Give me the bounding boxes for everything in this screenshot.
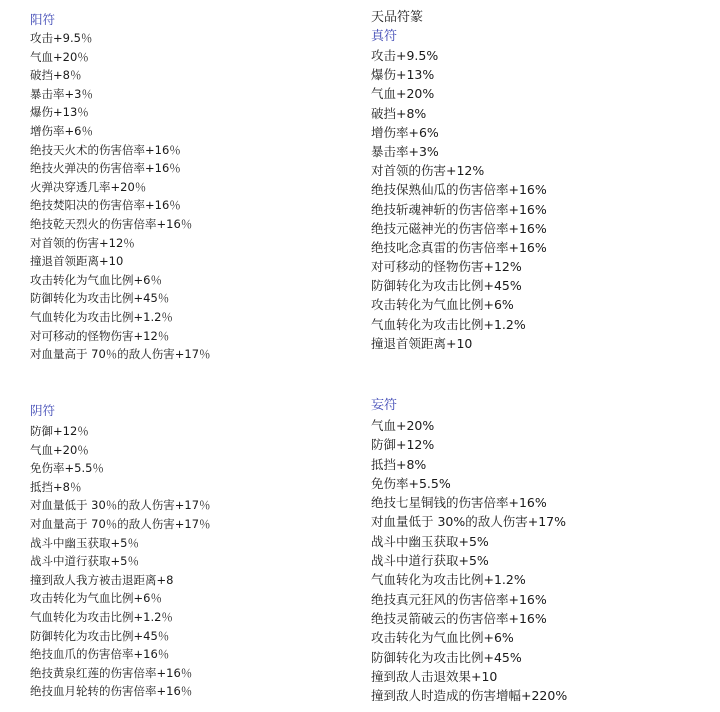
attribute-item: 战斗中幽玉获取+5％ [30,535,139,550]
yin-fu-title: 阴符 [30,403,56,418]
attribute-item: 绝技保熟仙瓜的伤害倍率+16% [371,182,547,198]
yin-fu-section [30,402,211,701]
attribute-item: 撞退首领距离+10 [371,335,473,351]
attribute-item: 绝技血月轮转的伤害倍率+16％ [30,684,193,699]
attribute-item: 战斗中道行获取+5% [371,553,489,569]
attribute-item: 防御转化为攻击比例+45％ [30,628,170,643]
wang-fu-title: 妄符 [371,398,398,413]
attribute-item: 防御转化为攻击比例+45％ [30,291,170,306]
attribute-item: 攻击转化为气血比例+6% [371,630,514,646]
attribute-item: 气血转化为攻击比例+1.2％ [30,309,173,324]
yang-fu-section [30,11,211,364]
yang-fu-list [30,29,211,364]
attribute-item: 气血转化为攻击比例+1.2% [371,572,526,588]
attribute-item: 增伤率+6％ [30,123,93,138]
attribute-item: 抵挡+8％ [30,479,82,494]
wang-fu-section [371,396,567,705]
attribute-item: 免伤率+5.5% [371,475,451,491]
attribute-item: 气血转化为攻击比例+1.2% [371,316,526,332]
attribute-item: 撞到敌人时造成的伤害增幅+220% [371,688,568,704]
attribute-item: 破挡+8% [371,105,427,121]
attribute-item: 撞到敌人我方被击退距离+8 [30,572,174,587]
attribute-item: 对可移动的怪物伤害+12％ [30,328,170,343]
attribute-item: 增伤率+6% [371,124,439,140]
attribute-item: 气血+20% [371,86,435,102]
attribute-item: 防御+12% [371,437,435,453]
wang-fu-list [371,416,567,705]
attribute-item: 防御转化为攻击比例+45% [371,649,522,665]
attribute-item: 抵挡+8% [371,456,427,472]
attribute-item: 绝技灵箭破云的伤害倍率+16% [371,610,547,626]
attribute-item: 气血转化为攻击比例+1.2％ [30,609,173,624]
attribute-item: 攻击转化为气血比例+6％ [30,591,162,606]
attribute-item: 防御转化为攻击比例+45% [371,278,522,294]
attribute-item: 气血+20％ [30,442,89,457]
attribute-item: 战斗中道行获取+5％ [30,554,139,569]
attribute-item: 暴击率+3％ [30,86,93,101]
attribute-item: 绝技火弹决的伤害倍率+16％ [30,161,181,176]
attribute-item: 绝技焚阳决的伤害倍率+16％ [30,198,181,213]
attribute-item: 撞到敌人击退效果+10 [371,668,498,684]
zhen-fu-section [371,9,547,353]
attribute-item: 破挡+8％ [30,68,82,83]
attribute-item: 暴击率+3% [371,143,439,159]
attribute-item: 攻击+9.5％ [30,31,93,45]
attribute-item: 绝技血爪的伤害倍率+16％ [30,647,170,662]
attribute-item: 绝技黄泉红莲的伤害倍率+16％ [30,665,193,680]
tianpin-fuzhuan-heading: 天品符篆 [371,10,424,25]
zhen-fu-title: 真符 [371,29,398,44]
attribute-item: 爆伤+13% [371,67,435,83]
attribute-item: 气血+20％ [30,49,89,64]
attribute-item: 对首领的伤害+12% [371,163,485,179]
attribute-item: 绝技天火术的伤害倍率+16％ [30,142,181,157]
yin-fu-list [30,422,211,701]
attribute-item: 对血量低于 30％的敌人伤害+17％ [30,498,211,513]
attribute-item: 战斗中幽玉获取+5% [371,533,489,549]
attribute-item: 火弹决穿透几率+20％ [30,179,147,194]
yang-fu-title: 阳符 [30,12,56,27]
attribute-item: 对血量低于 30%的敌人伤害+17% [371,514,567,530]
attribute-item: 撞退首领距离+10 [30,254,124,269]
attribute-item: 对可移动的怪物伤害+12% [371,259,522,275]
attribute-item: 防御+12％ [30,424,89,438]
attribute-item: 绝技真元狂风的伤害倍率+16% [371,591,547,607]
attribute-item: 攻击+9.5% [371,48,439,63]
attribute-item: 绝技元磁神光的伤害倍率+16% [371,220,547,236]
attribute-item: 绝技斩魂神斩的伤害倍率+16% [371,201,547,217]
attribute-item: 气血+20% [371,418,435,433]
attribute-item: 对血量高于 70％的敌人伤害+17％ [30,516,211,531]
attribute-item: 爆伤+13％ [30,105,89,120]
zhen-fu-list [371,46,547,353]
attribute-item: 攻击转化为气血比例+6％ [30,272,162,287]
attribute-item: 绝技叱念真雷的伤害倍率+16% [371,239,547,255]
attribute-item: 绝技乾天烈火的伤害倍率+16％ [30,216,193,231]
attribute-item: 免伤率+5.5％ [30,461,104,476]
attribute-item: 对血量高于 70％的敌人伤害+17％ [30,347,211,362]
attribute-item: 绝技七星铜钱的伤害倍率+16% [371,495,547,511]
attribute-item: 对首领的伤害+12％ [30,235,135,250]
attribute-item: 攻击转化为气血比例+6% [371,297,514,313]
